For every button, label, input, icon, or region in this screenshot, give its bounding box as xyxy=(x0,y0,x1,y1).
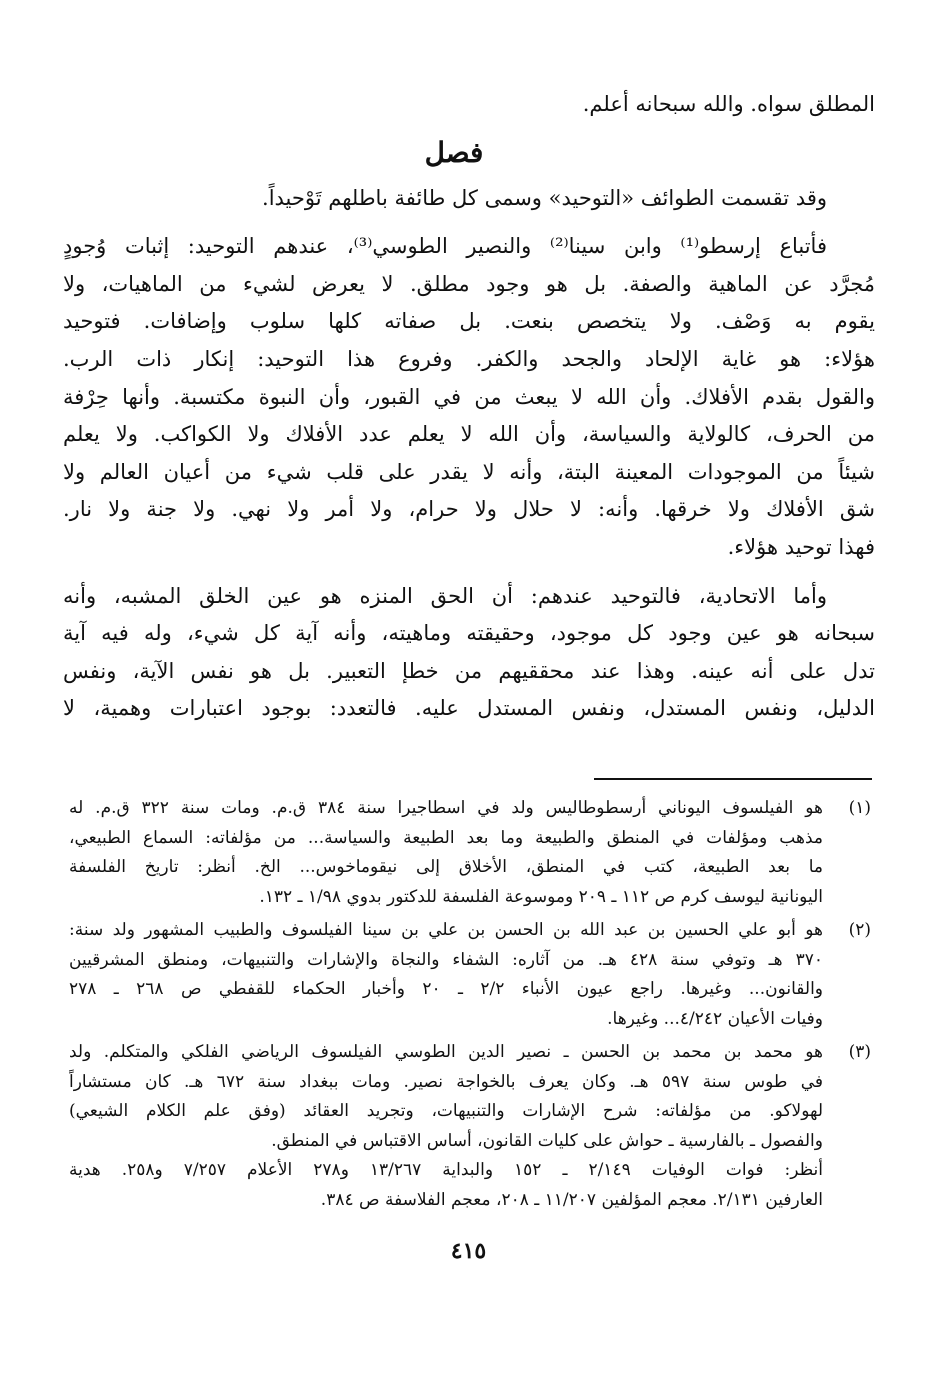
footnote-line: في طوس سنة ٥٩٧ هـ. وكان يعرف بالخواجة نصير. ومات ببغداد سنة ٦٧٢ هـ. كان مستشاراً xyxy=(69,1071,823,1092)
footnote-line: والفصول ـ بالفارسية ـ حواش على كليات القانون، أساس الاقتباس في المنطق. xyxy=(271,1130,823,1151)
footnote-line: ما بعد الطبيعة، كتب في المنطق، الأخلاق إلى نيقوماخوس... الخ. أنظر: تاريخ الفلسفة xyxy=(69,857,823,877)
paragraph-gap xyxy=(63,567,875,578)
footnote-line: اليونانية ليوسف كرم ص ١١٢ ـ ٢٠٩ وموسوعة الفلسفة للدكتور بدوي ١/٩٨ ـ ١٣٢. xyxy=(259,886,823,907)
paragraph-line: هؤلاء: هو غاية الإلحاد والجحد والكفر. وفروع هذا التوحيد: إنكار ذات الرب. xyxy=(63,346,875,371)
paragraph-line: فهذا توحيد هؤلاء. xyxy=(727,534,875,559)
paragraph-line: وأما الاتحادية، فالتوحيد عندهم: أن الحق المنزه هو عين الخلق المشبه، وأنه xyxy=(63,583,827,608)
footnote-number: (٣) xyxy=(848,1042,871,1062)
continuation-line: المطلق سواه. والله سبحانه أعلم. xyxy=(582,92,875,116)
paragraph-line: والقول بقدم الأفلاك. وأن الله لا يبعث من في القبور، وأن النبوة مكتسبة. وأنها حِرْفة xyxy=(63,384,875,409)
page-number: ٤١٥ xyxy=(450,1238,487,1264)
paragraph-line: شق الأفلاك ولا خرقها. وأنه: لا حلال ولا حرام، ولا أمر ولا نهي. ولا جنة ولا نار. xyxy=(63,497,875,522)
paragraph-1 xyxy=(63,228,875,566)
footnote-line: وفيات الأعيان ٤/٢٤٢... وغيرها. xyxy=(607,1008,823,1029)
paragraph-line: تدل على أنه عينه. وهذا عند محققيهم من خطإ التعبير. بل هو نفس الآية، ونفس xyxy=(63,658,875,683)
footnote-line: أنظر: فوات الوفيات ٢/١٤٩ ـ ١٥٢ والبداية ١٣/٢٦٧ و٢٧٨ الأعلام ٧/٢٥٧ و٢٥٨. هدية xyxy=(69,1160,823,1180)
footnote-number: (١) xyxy=(848,798,871,818)
footnote-1 xyxy=(69,794,871,912)
paragraph-line: سبحانه هو عين وجود كل موجود، وحقيقته وماهيته، وأنه آية كل شيء، وله فيه آية xyxy=(63,621,875,646)
paragraph-line: الدليل، ونفس المستدل، ونفس المستدل عليه. فالتعدد: بوجود اعتبارات وهمية، لا xyxy=(63,696,875,721)
footnote-line: لهولاكو. من مؤلفاته: شرح الإشارات والتنبيهات، وتجريد العقائد (وفق علم الكلام الشيعي) xyxy=(69,1101,823,1121)
paragraph-gap xyxy=(63,217,875,228)
intro-line: وقد تقسمت الطوائف «التوحيد» وسمى كل طائفة باطلهم تَوْحيداً. xyxy=(262,185,827,210)
footnote-line: هو الفيلسوف اليوناني أرسطوطاليس ولد في اسطاجيرا سنة ٣٨٤ ق.م. ومات سنة ٣٢٢ ق.م. له xyxy=(69,798,823,818)
footnote-number: (٢) xyxy=(848,920,871,940)
paragraph-line: من الحرف، كالولاية والسياسة، وأن الله لا يعلم عدد الأفلاك ولا الكواكب. ولا يعلم xyxy=(63,422,875,447)
footnote-2 xyxy=(69,916,871,1034)
footnote-line: هو محمد بن محمد بن الحسن ـ نصير الدين الطوسي الفيلسوف الرياضي الفلكي والمتكلم. ولد xyxy=(69,1042,823,1062)
footnote-separator xyxy=(594,778,872,780)
footnote-line: مذهب ومؤلفات في المنطق والطبيعة وما بعد الطبيعة والسياسة... من مؤلفاته: السماع الطبيعي، xyxy=(69,827,823,848)
paragraph-2 xyxy=(63,578,875,728)
paragraph-line: مُجرَّد عن الماهية والصفة. بل هو وجود مطلق. لا يعرض لشيء من الماهيات، ولا xyxy=(63,271,875,296)
paragraph-line: فأتباع إرسطو⁽¹⁾ وابن سينا⁽²⁾ والنصير الطوسي⁽³⁾، عندهم التوحيد: إثبات وُجودٍ xyxy=(63,234,827,259)
footnotes xyxy=(69,794,871,1219)
footnote-line: والقانون... وغيرها. راجع عيون الأنباء ٢/٢ ـ ٢٠ وأخبار الحكماء للقفطي ص ٢٦٨ ـ ٢٧٨ xyxy=(69,979,823,999)
section-title: فصل xyxy=(424,135,484,169)
footnote-line: هو أبو علي الحسين بن عبد الله بن الحسن بن علي بن سينا الفيلسوف والطبيب المشهور ولد سنة: xyxy=(69,920,823,940)
main-text xyxy=(63,86,875,728)
footnote-line: العارفين ٢/١٣١. معجم المؤلفين ١١/٢٠٧ ـ ٢٠٨، معجم الفلاسفة ص ٣٨٤. xyxy=(320,1189,823,1210)
footnote-line: ٣٧٠ هـ وتوفي سنة ٤٢٨ هـ. من آثاره: الشفاء والنجاة والإشارات والتنبيهات، ومنطق المشرقيين xyxy=(69,949,823,970)
paragraph-line: شيئاً من الموجودات المعينة البتة، وأنه لا يقدر على قلب شيء من أعيان العالم ولا xyxy=(63,459,875,484)
paragraph-line: يقوم به وَصْف. ولا يتخصص بنعت. بل صفاته كلها سلوب وإضافات. فتوحيد xyxy=(63,309,875,334)
footnote-3 xyxy=(69,1038,871,1215)
